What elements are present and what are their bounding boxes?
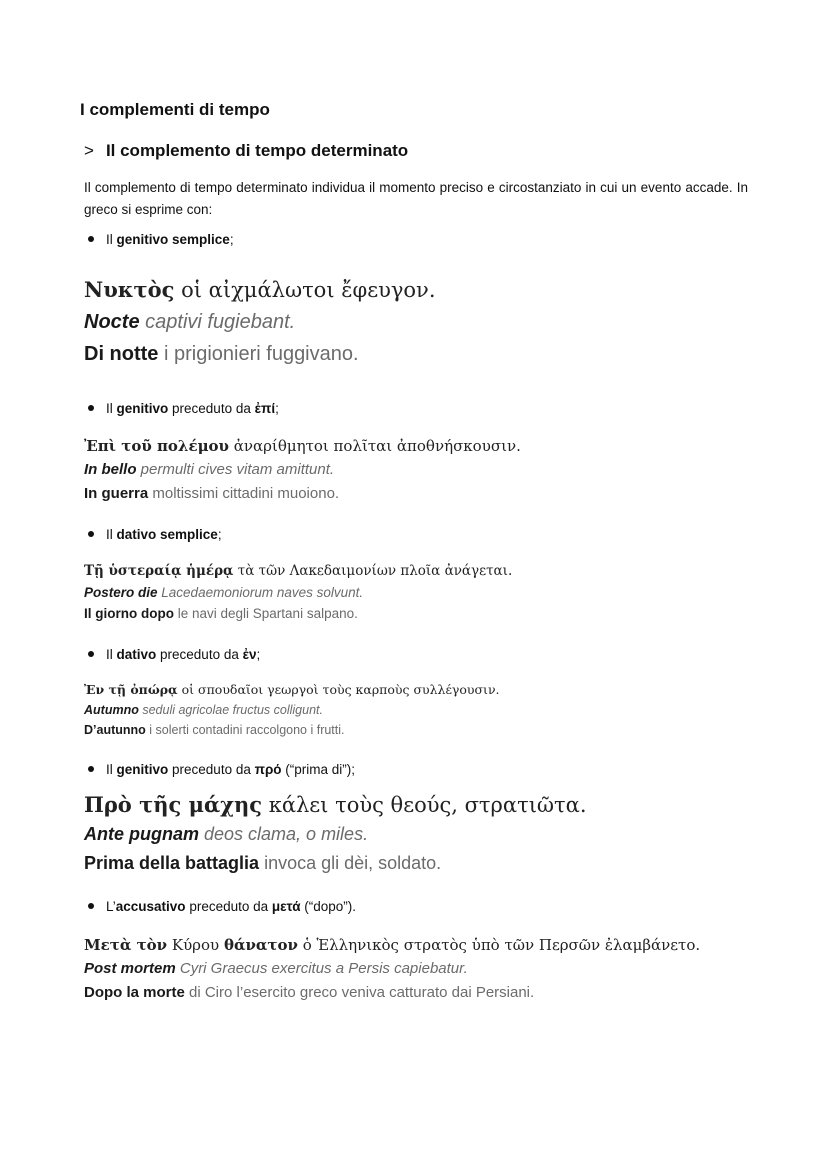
example-block	[84, 561, 512, 624]
latin-sentence: Nocte captivi fugiebant.	[84, 311, 296, 333]
greek-sentence: Πρὸ τῆς μάχης κάλει τοὺς θεούς, στρατιῶτα.	[84, 792, 587, 817]
italian-sentence: In guerra moltissimi cittadini muoiono.	[84, 485, 340, 502]
bullet-icon	[88, 405, 94, 411]
greek-sentence: Ἐπὶ τοῦ πολέμου ἀναρίθμητοι πολῖται ἀποθνήσκουσιν.	[84, 437, 521, 455]
bullet-icon	[88, 531, 94, 537]
bullet-icon	[88, 651, 94, 657]
latin-sentence: Postero die Lacedaemoniorum naves solvunt.	[84, 585, 364, 600]
arrow-icon: >	[84, 141, 94, 160]
bullet-icon	[88, 903, 94, 909]
example-block	[84, 434, 521, 506]
example-block	[84, 790, 587, 878]
example-block	[84, 274, 436, 370]
section-heading	[84, 141, 408, 161]
bullet-item: L’accusativo preceduto da μετά (“dopo”).	[88, 899, 356, 914]
italian-sentence: Dopo la morte di Ciro l’esercito greco veniva catturato dai Persiani.	[84, 984, 535, 1001]
italian-sentence: Il giorno dopo le navi degli Spartani salpano.	[84, 606, 358, 621]
latin-sentence: Ante pugnam deos clama, o miles.	[84, 824, 369, 844]
bullet-item: Il genitivo semplice;	[88, 232, 234, 247]
latin-sentence: In bello permulti cives vitam amittunt.	[84, 461, 335, 478]
bullet-icon	[88, 766, 94, 772]
greek-sentence: Τῇ ὑστεραίᾳ ἡμέρᾳ τὰ τῶν Λακεδαιμονίων πλοῖα ἀνάγεται.	[84, 563, 513, 579]
bullet-item: Il dativo semplice;	[88, 527, 222, 542]
intro-paragraph: Il complemento di tempo determinato individua il momento preciso e circostanziato in cui un evento accade. In greco si esprime con:	[84, 180, 748, 217]
italian-sentence: D’autunno i solerti contadini raccolgono i frutti.	[84, 723, 345, 737]
section-heading-text: Il complemento di tempo determinato	[105, 141, 409, 160]
latin-sentence: Autumno seduli agricolae fructus colligunt.	[84, 703, 323, 717]
latin-sentence: Post mortem Cyri Graecus exercitus a Persis capiebatur.	[84, 960, 468, 977]
greek-sentence: Νυκτὸς οἱ αἰχμάλωτοι ἔφευγον.	[84, 277, 436, 302]
greek-sentence: Μετὰ τὸν Κύρου θάνατον ὁ Ἑλληνικὸς στρατὸς ὑπὸ τῶν Περσῶν ἐλαμβάνετο.	[84, 936, 701, 954]
bullet-item: Il genitivo preceduto da ἐπί;	[88, 401, 279, 416]
italian-sentence: Di notte i prigionieri fuggivano.	[84, 343, 359, 365]
bullet-item: Il dativo preceduto da ἐν;	[88, 647, 260, 662]
page-title: I complementi di tempo	[80, 100, 270, 119]
example-block	[84, 680, 500, 740]
bullet-icon	[88, 236, 94, 242]
example-block	[84, 933, 700, 1005]
italian-sentence: Prima della battaglia invoca gli dèi, soldato.	[84, 853, 442, 873]
bullet-item: Il genitivo preceduto da πρό (“prima di”);	[88, 762, 355, 777]
greek-sentence: Ἐν τῇ ὀπώρᾳ οἱ σπουδαῖοι γεωργοὶ τοὺς καρποὺς συλλέγουσιν.	[84, 682, 500, 697]
